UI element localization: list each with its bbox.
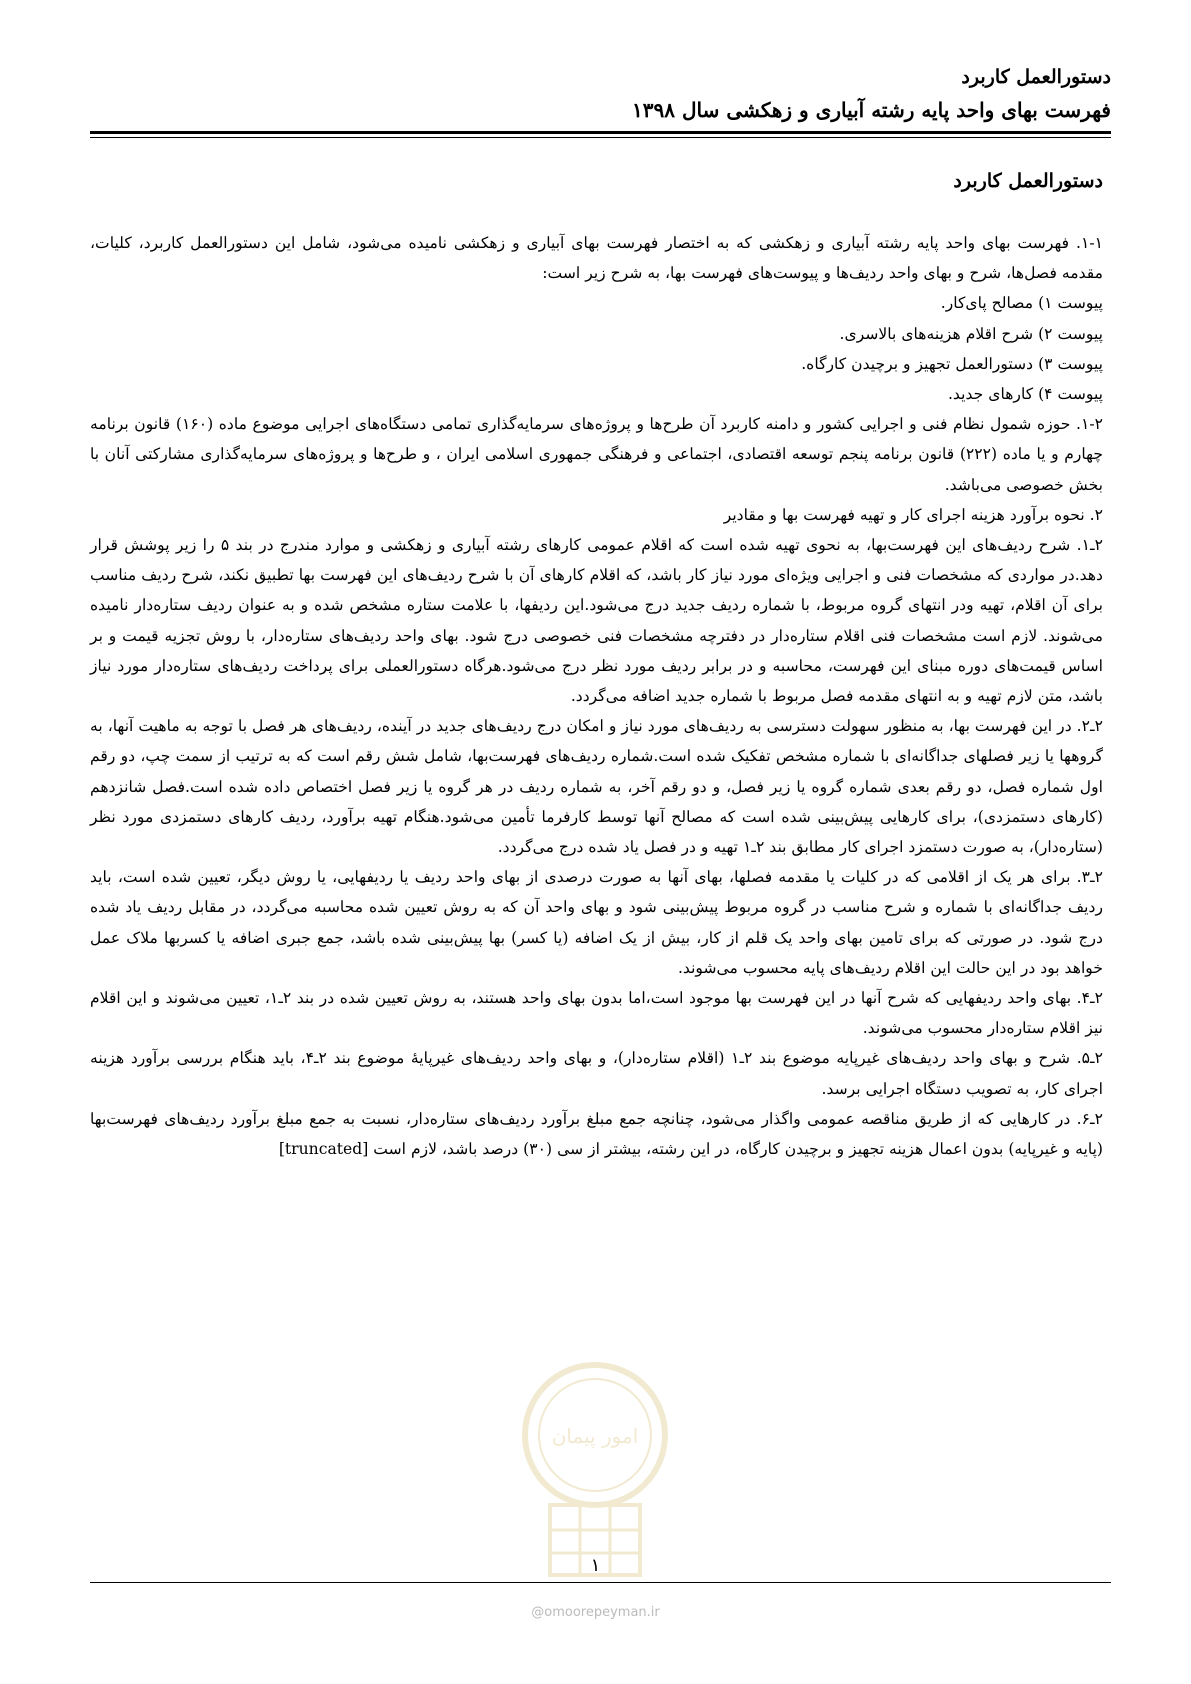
paragraph-2-1: ۲ـ۱. شرح ردیف‌های این فهرست‌بها، به نحوی تهیه شده است که اقلام عمومی کارهای رشته آبیاری و زهکشی و موارد مندرج در بند ۵ را زیر پوشش قرار دهد.در مواردی که مشخصات فنی و اجرایی ویژه‌ای مورد نیاز کار باشد، که اقلام کارهای آن با شرح ردیف‌های این فهرست بها تطبیق نکند، شرح ردیف مناسب برای آن اقلام، تهیه ودر انتهای گروه مربوط، با شماره ردیف جدید درج می‌شود.این ردیفها، با علامت ستاره مشخص شده و به عنوان ردیف ستاره‌دار نامیده می‌شوند. لازم است مشخصات فنی اقلام ستاره‌دار در دفترچه مشخصات فنی خصوصی درج شود. بهای واحد ردیف‌های ستاره‌دار، با روش تجزیه قیمت و بر اساس قیمت‌های دوره مبنای این فهرست، محاسبه و در برابر ردیف مورد نظر درج می‌شود.هرگاه دستورالعملی برای پرداخت ردیف‌های ستاره‌دار مورد نیاز باشد، متن لازم تهیه و به انتهای مقدمه فصل مربوط با شماره جدید اضافه می‌گردد.	[90, 536, 1103, 706]
paragraph-2-6: ۲ـ۶. در کارهایی که از طریق مناقصه عمومی واگذار می‌شود، چنانچه جمع مبلغ برآورد ردیف‌های ستاره‌دار، نسبت به جمع مبلغ برآورد ردیف‌های فهرست‌بها (پایه و غیرپایه) بدون اعمال هزینه تجهیز و برچیدن کارگاه، در این رشته، بیشتر از سی (۳۰) درصد باشد، لازم است [truncated]	[90, 1109, 1103, 1159]
document-body	[90, 228, 1103, 1164]
watermark-logo-text: امور پیمان	[551, 1424, 639, 1448]
header-rule-thick	[90, 131, 1111, 134]
paragraph-2-2: ۲ـ۲. در این فهرست بها، به منظور سهولت دسترسی به ردیف‌های مورد نیاز و امکان درج ردیف‌های جدید در آینده، ردیف‌های هر فصل با توجه به ماهیت آنها، به گروهها یا زیر فصلهای جداگانه‌ای با شماره مشخص تفکیک شده است.شماره ردیف‌های فهرست‌بها، شامل شش رقم است که به ترتیب از سمت چپ، دو رقم اول شماره فصل، دو رقم بعدی شماره گروه یا زیر فصل، و دو رقم آخر، به شماره ردیف در هر گروه یا زیر فصل اختصاص داده شده است.فصل شانزدهم (کارهای دستمزدی)، برای کارهایی پیش‌بینی شده است که مصالح آنها توسط کارفرما تأمین می‌شود.هنگام تهیه برآورد، ردیف کارهای دستمزدی مورد نظر (ستاره‌دار)، به صورت دستمزد اجرای کار مطابق بند ۲ـ۱ تهیه و در فصل یاد شده درج می‌گردد.	[90, 717, 1103, 857]
header-rule-thin	[90, 137, 1111, 138]
page-number: ۱	[590, 1555, 601, 1576]
footer-rule	[90, 1582, 1111, 1583]
paragraph-2: ۲. نحوه برآورد هزینه اجرای کار و تهیه فهرست بها و مقادیر	[723, 505, 1103, 524]
paragraph-1-1: ۱-۱. فهرست بهای واحد پایه رشته آبیاری و زهکشی که به اختصار فهرست بهای آبیاری و زهکشی نامیده می‌شود، شامل این دستورالعمل کاربرد، کلیات، مقدمه فصل‌ها، شرح و بهای واحد ردیف‌ها و پیوست‌های فهرست بها، به شرح زیر است:	[90, 234, 1103, 283]
paragraph-2-5: ۲ـ۵. شرح و بهای واحد ردیف‌های غیرپایه موضوع بند ۲ـ۱ (اقلام ستاره‌دار)، و بهای واحد ردیف‌های غیرپایهٔ موضوع بند ۲ـ۴، باید هنگام بررسی برآورد هزینه اجرای کار، به تصویب دستگاه اجرایی برسد.	[90, 1049, 1104, 1098]
header-title: دستورالعمل کاربرد	[961, 66, 1111, 88]
header-subtitle: فهرست بهای واحد پایه رشته آبیاری و زهکشی سال ۱۳۹۸	[632, 98, 1111, 122]
appendix-item-1: پیوست ۱) مصالح پای‌کار.	[940, 294, 1103, 313]
paragraph-2-3: ۲ـ۳. برای هر یک از اقلامی که در کلیات یا مقدمه فصلها، بهای آنها به صورت درصدی از بهای واحد ردیف یا ردیفهایی، یا روش دیگر، تعیین شده است، باید ردیف جداگانه‌ای با شماره و شرح مناسب در گروه مربوط پیش‌بینی شود و بهای واحد آن که به روش تعیین شده محاسبه می‌گردد، در مقابل ردیف یاد شده درج شود. در صورتی که برای تامین بهای واحد یک قلم از کار، بیش از یک اضافه (یا کسر) بها پیش‌بینی شده باشد، جمع جبری اضافه یا کسربها ملاک عمل خواهد بود در این حالت این اقلام ردیف‌های پایه محسوب می‌شوند.	[90, 868, 1103, 977]
appendix-item-4: پیوست ۴) کارهای جدید.	[947, 385, 1103, 404]
paragraph-2-4: ۲ـ۴. بهای واحد ردیفهایی که شرح آنها در این فهرست بها موجود است،اما بدون بهای واحد هستند، به روش تعیین شده در بند ۲ـ۱، تعیین می‌شوند و این اقلام نیز اقلام ستاره‌دار محسوب می‌شوند.	[90, 989, 1103, 1038]
section-title: دستورالعمل کاربرد	[953, 170, 1103, 192]
paragraph-1-2: ۱-۲. حوزه شمول نظام فنی و اجرایی کشور و دامنه کاربرد آن طرح‌ها و پروژه‌های سرمایه‌گذاری تمامی دستگاه‌های اجرایی موضوع ماده (۱۶۰) قانون برنامه چهارم و یا ماده (۲۲۲) قانون برنامه پنجم توسعه اقتصادی، اجتماعی و فرهنگی جمهوری اسلامی ایران ، و طرح‌ها و پروژه‌های سرمایه‌گذاری مشارکتی آنان با بخش خصوصی می‌باشد.	[90, 415, 1103, 494]
watermark-site: @omoorepeyman.ir	[531, 1605, 660, 1620]
appendix-item-3: پیوست ۳) دستورالعمل تجهیز و برچیدن کارگاه.	[801, 354, 1103, 373]
appendix-item-2: پیوست ۲) شرح اقلام هزینه‌های بالاسری.	[839, 324, 1103, 343]
